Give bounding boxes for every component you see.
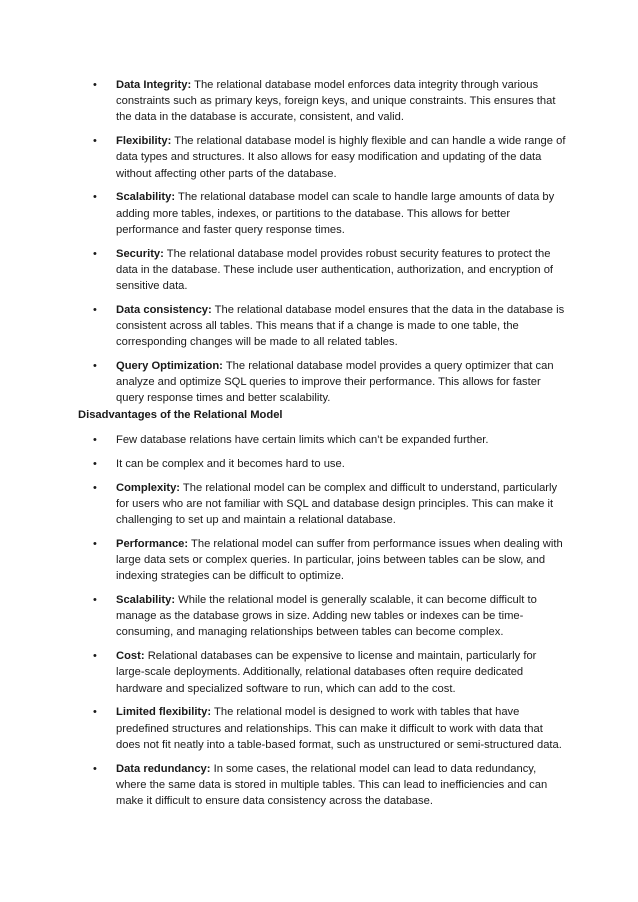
bullet: • [93, 191, 97, 204]
item-term: Data consistency: [116, 303, 212, 316]
item-text: Few database relations have certain limits which can’t be expanded further. [116, 434, 489, 446]
item-text: The relational model can be complex and difficult to understand, particularly for users who are not familiar with SQL and database design principles. This can make it challenging to set up and maintain a relational database. [116, 481, 558, 526]
item-text: While the relational model is generally scalable, it can become difficult to manage as the database grows in size. Adding new tables or indexes can be time-consuming, and managing relationships between tables can become complex. [116, 594, 537, 639]
bullet: • [93, 434, 97, 446]
bullet: • [93, 706, 97, 719]
list-item-data-integrity [0, 77, 638, 126]
bullet: • [93, 762, 97, 775]
item-term: Limited flexibility: [116, 706, 212, 719]
item-term: Scalability: [116, 594, 176, 606]
item-text: Relational databases can be expensive to license and maintain, particularly for large-scale deployments. Additionally, relational databases often require dedicated hardware and specialized software to run, which can add to the cost. [116, 650, 537, 695]
list-item-complexity [0, 480, 638, 529]
bullet: • [93, 247, 97, 260]
item-term: Security: [116, 247, 164, 260]
item-text: The relational database model ensures that the data in the database is consistent across all tables. This means that if a change is made to one table, the corresponding changes will be made to all related tables. [116, 303, 565, 349]
item-term: Flexibility: [116, 135, 172, 148]
list-item-scalability [0, 189, 638, 238]
item-text: In some cases, the relational model can lead to data redundancy, where the same data is stored in multiple tables. This can lead to inefficiencies and can make it difficult to ensure data consistency across the database. [116, 762, 548, 808]
item-text: The relational database model enforces data integrity through various constraints such as primary keys, foreign keys, and unique constraints. This ensures that the data in the database is accurate, consistent, and valid. [116, 79, 556, 124]
item-term: Query Optimization: [116, 360, 223, 373]
list-item-security [0, 246, 638, 295]
item-term: Complexity: [116, 481, 181, 494]
list-item-query-optimization [0, 358, 638, 407]
bullet: • [93, 457, 97, 470]
bullet: • [93, 360, 97, 373]
item-text: The relational database model can scale to handle large amounts of data by adding more tables, indexes, or partitions to the database. This allows for better performance and faster query response times. [116, 191, 555, 236]
bullet: • [93, 303, 97, 316]
list-item-limited-flexibility [0, 704, 638, 753]
item-text: It can be complex and it becomes hard to use. [116, 457, 345, 470]
bullet: • [93, 135, 97, 148]
list-item-data-redundancy [0, 761, 638, 810]
item-term: Scalability: [116, 191, 176, 204]
list-item-flexibility [0, 133, 638, 182]
disadvantages-list [0, 432, 638, 817]
item-term: Data Integrity: [116, 79, 192, 91]
list-item-scalability-dis [0, 592, 638, 641]
section-heading: Disadvantages of the Relational Model [78, 409, 283, 421]
list-item-performance [0, 536, 638, 585]
item-text: The relational database model is highly flexible and can handle a wide range of data types and structures. It also allows for easy modification and updating of the data without affecting other parts of the database. [116, 135, 566, 180]
item-term: Data redundancy: [116, 762, 211, 775]
bullet: • [93, 79, 97, 91]
advantages-list [0, 77, 638, 414]
bullet: • [93, 594, 97, 606]
item-term: Performance: [116, 537, 189, 550]
list-item-hard-to-use [0, 456, 638, 472]
bullet: • [93, 650, 97, 663]
list-item-cost [0, 648, 638, 697]
list-item-data-consistency [0, 302, 638, 351]
item-text: The relational model can suffer from performance issues when dealing with large data sets or complex queries. In particular, joins between tables can be slow, and indexing strategies can be difficult to optimize. [116, 537, 563, 583]
item-text: The relational database model provides a query optimizer that can analyze and optimize SQL queries to improve their performance. This allows for faster query response times and better scalability. [116, 360, 554, 405]
item-term: Cost: [116, 650, 145, 663]
item-text: The relational model is designed to work with tables that have predefined structures and relationships. This can make it difficult to work with data that does not fit neatly into a table-based format, such as unstructured or semi-structured data. [116, 706, 562, 751]
item-text: The relational database model provides robust security features to protect the data in the database. These include user authentication, authorization, and encryption of sensitive data. [116, 247, 554, 293]
bullet: • [93, 537, 97, 550]
list-item-limits [0, 432, 638, 448]
bullet: • [93, 481, 97, 494]
